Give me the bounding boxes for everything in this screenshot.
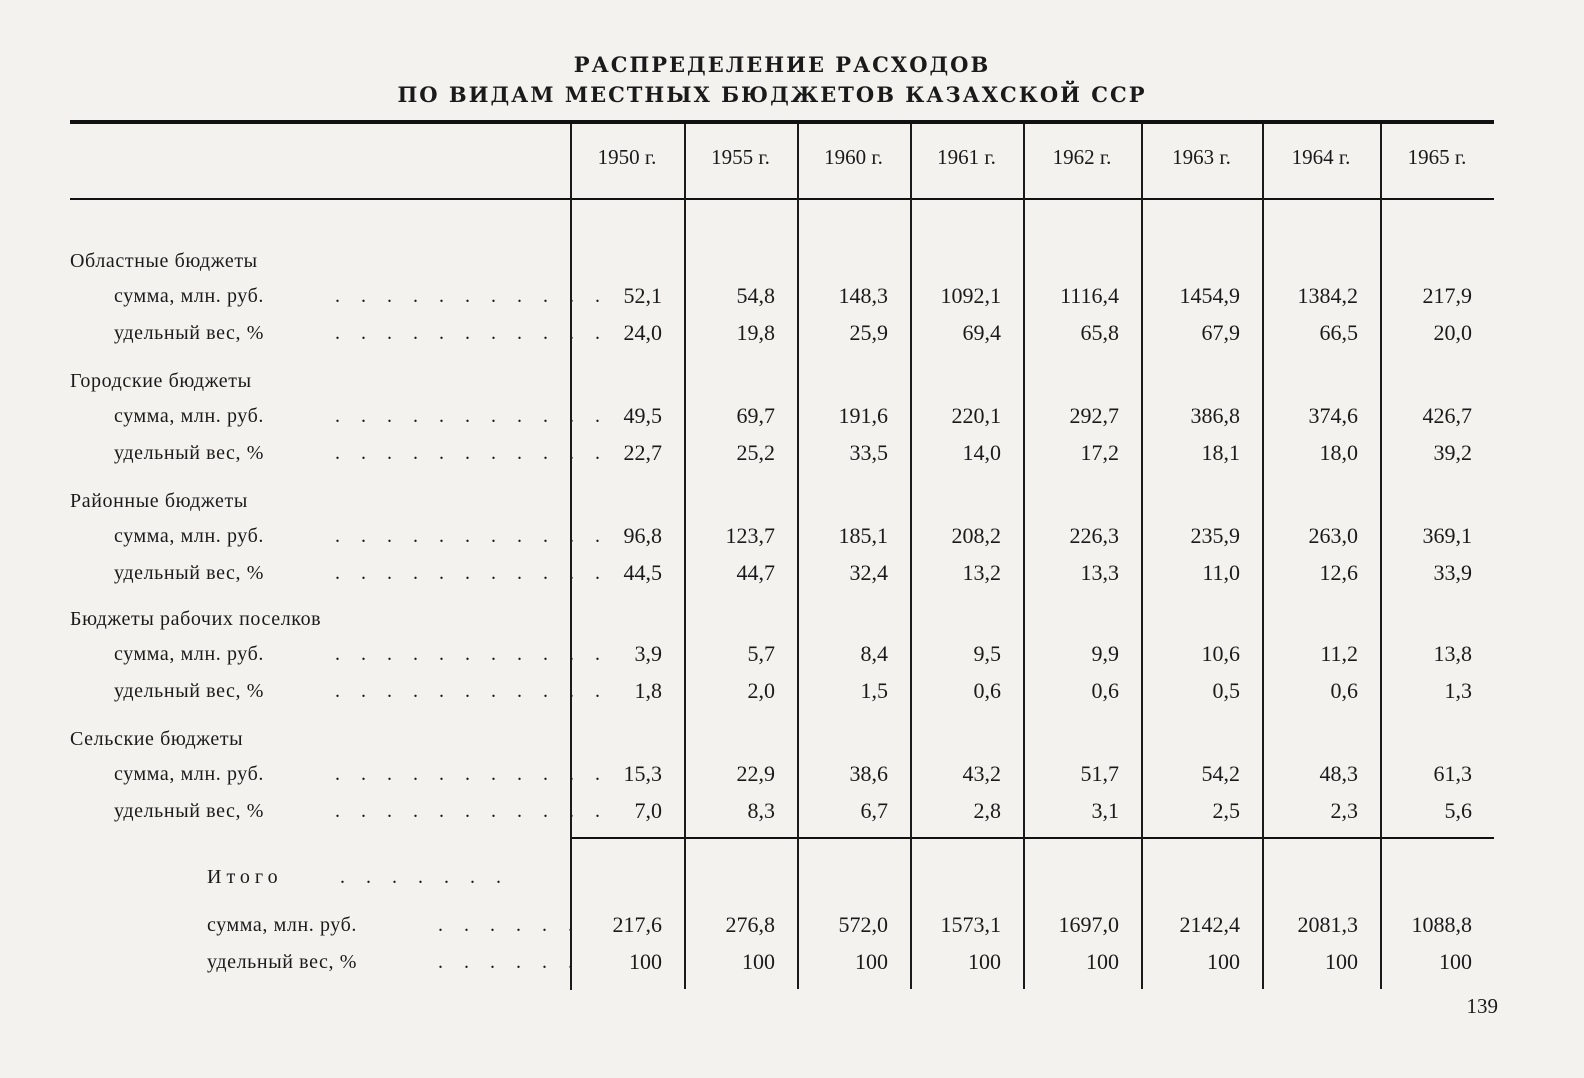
table-cell: 33,9 [1433,560,1472,585]
table-cell: 13,3 [1080,560,1119,585]
table-cell: 25,9 [849,320,888,345]
year-header: 1955 г. [711,145,770,169]
table-cell: 148,3 [838,283,888,308]
table-cell: 2,3 [1330,798,1358,823]
total-rule [570,837,1494,839]
table-cell: 44,7 [736,560,775,585]
table-cell: 386,8 [1190,403,1240,428]
table-cell: 7,0 [634,798,662,823]
table-cell: 69,4 [962,320,1001,345]
table-cell: 54,8 [736,283,775,308]
year-header: 1962 г. [1052,145,1112,169]
page-number: 139 [1466,994,1498,1018]
column-separator [1380,124,1382,989]
column-separator [1023,124,1025,989]
table-cell: 1,5 [860,678,888,703]
table-cell: 3,9 [634,641,662,666]
table-cell: 2142,4 [1179,912,1240,937]
table-cell: 2081,3 [1297,912,1358,937]
group-heading: Городские бюджеты [70,370,252,392]
table-cell: 22,7 [623,440,662,465]
table-cell: 65,8 [1080,320,1119,345]
table-cell: 100 [968,949,1001,974]
table-cell: 0,6 [973,678,1001,703]
column-separator [1141,124,1143,989]
group-heading: Областные бюджеты [70,250,258,272]
table-cell: 51,7 [1080,761,1119,786]
table-cell: 9,9 [1091,641,1119,666]
table-cell: 100 [855,949,888,974]
table-cell: 1454,9 [1179,283,1240,308]
table-cell: 12,6 [1319,560,1358,585]
table-cell: 13,8 [1433,641,1472,666]
table-cell: 263,0 [1308,523,1358,548]
table-cell: 52,1 [623,283,662,308]
table-cell: 49,5 [623,403,662,428]
row-label: сумма, млн. руб. [114,763,264,785]
leader-dots: . . . . . . . . . . . [335,562,608,584]
table-cell: 24,0 [623,320,662,345]
table-cell: 1092,1 [940,283,1001,308]
table-cell: 100 [629,949,662,974]
table-cell: 5,7 [747,641,775,666]
table-cell: 13,2 [962,560,1001,585]
table-cell: 44,5 [623,560,662,585]
table-cell: 15,3 [623,761,662,786]
table-cell: 17,2 [1080,440,1119,465]
table-cell: 1,8 [634,678,662,703]
table-cell: 572,0 [838,912,888,937]
column-separator [910,124,912,989]
table-cell: 22,9 [736,761,775,786]
leader-dots: . . . . . . . . . . . [335,322,608,344]
leader-dots: . . . . . . . . . . . [335,763,608,785]
table-cell: 3,1 [1091,798,1119,823]
year-header: 1963 г. [1172,145,1231,169]
table-cell: 96,8 [623,523,662,548]
table-title-line1: РАСПРЕДЕЛЕНИЕ РАСХОДОВ [573,52,991,77]
table-cell: 217,9 [1422,283,1472,308]
row-label: сумма, млн. руб. [114,525,264,547]
table-cell: 14,0 [962,440,1001,465]
top-rule [70,120,1494,124]
table-cell: 100 [742,949,775,974]
table-cell: 39,2 [1433,440,1472,465]
row-label: сумма, млн. руб. [114,405,264,427]
table-cell: 18,1 [1201,440,1240,465]
table-cell: 208,2 [951,523,1001,548]
table-cell: 5,6 [1444,798,1472,823]
table-cell: 61,3 [1433,761,1472,786]
row-label: удельный вес, % [114,442,264,464]
table-cell: 226,3 [1069,523,1119,548]
table-cell: 100 [1325,949,1358,974]
table-cell: 1384,2 [1297,283,1358,308]
table-cell: 67,9 [1201,320,1240,345]
year-header: 1964 г. [1291,145,1351,169]
table-cell: 220,1 [951,403,1001,428]
header-bottom-rule [70,198,1494,200]
year-header: 1961 г. [937,145,996,169]
table-cell: 191,6 [838,403,888,428]
table-cell: 100 [1207,949,1240,974]
row-label: удельный вес, % [114,562,264,584]
table-cell: 2,5 [1212,798,1240,823]
table-cell: 369,1 [1422,523,1472,548]
row-label: удельный вес, % [114,680,264,702]
row-label: удельный вес, % [114,322,264,344]
leader-dots: . . . . . . . . . . . [335,643,608,665]
table-cell: 0,6 [1330,678,1358,703]
row-label: удельный вес, % [114,800,264,822]
row-label: удельный вес, % [207,951,357,973]
table-cell: 54,2 [1201,761,1240,786]
table-cell: 292,7 [1069,403,1119,428]
leader-dots: . . . . . . . . . . . [335,405,608,427]
table-cell: 20,0 [1433,320,1472,345]
total-heading: Итого [207,866,283,888]
table-cell: 6,7 [860,798,888,823]
table-cell: 2,8 [973,798,1001,823]
table-cell: 1697,0 [1058,912,1119,937]
table-cell: 2,0 [747,678,775,703]
leader-dots: . . . . . . . . . . . [335,285,608,307]
table-cell: 25,2 [736,440,775,465]
table-cell: 374,6 [1308,403,1358,428]
table-cell: 100 [1439,949,1472,974]
table-cell: 185,1 [838,523,888,548]
table-cell: 18,0 [1319,440,1358,465]
table-cell: 19,8 [736,320,775,345]
row-label: сумма, млн. руб. [114,643,264,665]
table-cell: 0,6 [1091,678,1119,703]
table-cell: 235,9 [1190,523,1240,548]
leader-dots: . . . . . . . . . . . [335,800,608,822]
table-cell: 8,4 [860,641,888,666]
table-cell: 11,2 [1320,641,1358,666]
year-header: 1950 г. [597,145,657,169]
table-cell: 38,6 [849,761,888,786]
table-cell: 10,6 [1201,641,1240,666]
table-cell: 1116,4 [1060,283,1119,308]
table-cell: 48,3 [1319,761,1358,786]
table-cell: 0,5 [1212,678,1240,703]
table-cell: 1573,1 [940,912,1001,937]
table-cell: 66,5 [1319,320,1358,345]
table-cell: 8,3 [747,798,775,823]
table-title-line2: ПО ВИДАМ МЕСТНЫХ БЮДЖЕТОВ КАЗАХСКОЙ ССР [397,82,1147,107]
table-cell: 426,7 [1422,403,1472,428]
leader-dots: . . . . . . [438,951,581,973]
leader-dots: . . . . . . . . . . . [335,442,608,464]
row-label: сумма, млн. руб. [114,285,264,307]
table-cell: 276,8 [725,912,775,937]
table-cell: 43,2 [962,761,1001,786]
table-cell: 69,7 [736,403,775,428]
table-cell: 9,5 [973,641,1001,666]
year-header: 1960 г. [824,145,883,169]
group-heading: Районные бюджеты [70,490,248,512]
column-separator [1262,124,1264,989]
table-cell: 100 [1086,949,1119,974]
leader-dots: . . . . . . . . . . . [335,525,608,547]
table-cell: 1088,8 [1411,912,1472,937]
table-cell: 32,4 [849,560,888,585]
year-header: 1965 г. [1407,145,1467,169]
table-cell: 11,0 [1202,560,1240,585]
column-separator [684,124,686,989]
table-cell: 123,7 [725,523,775,548]
column-separator [797,124,799,989]
leader-dots: . . . . . . . . . . . [335,680,608,702]
leader-dots: . . . . . . [438,914,581,936]
table-cell: 1,3 [1444,678,1472,703]
table-cell: 33,5 [849,440,888,465]
row-label: сумма, млн. руб. [207,914,357,936]
leader-dots: . . . . . . . [340,866,509,888]
column-separator [570,124,572,990]
group-heading: Бюджеты рабочих поселков [70,608,322,630]
group-heading: Сельские бюджеты [70,728,244,750]
table-cell: 217,6 [612,912,662,937]
